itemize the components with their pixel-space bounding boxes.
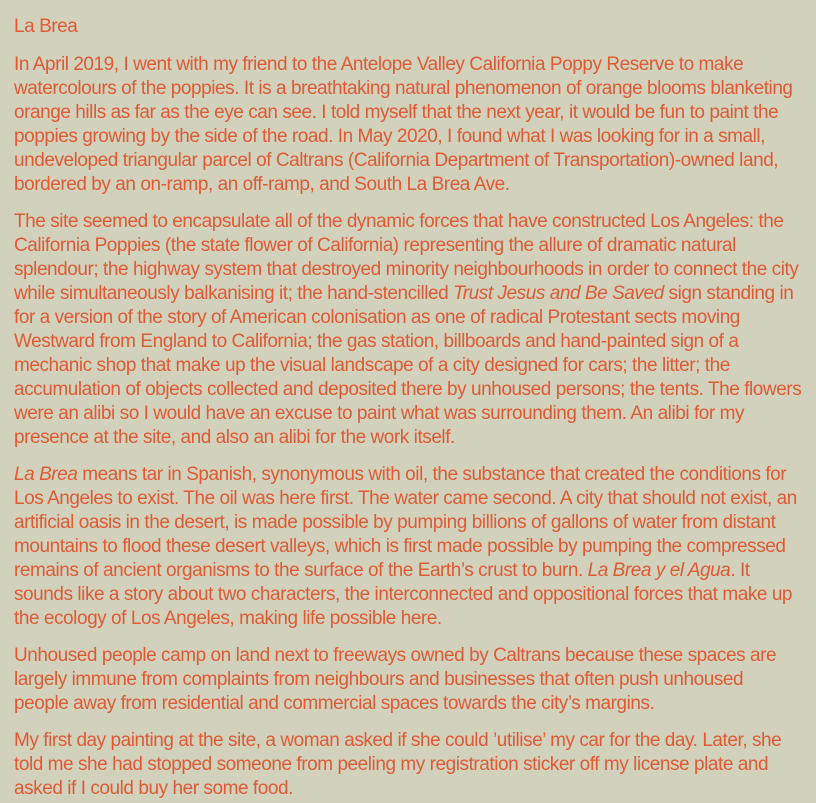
text-run: . It sounds like a story about two characters, the interconnected and oppositional forces that make up the ecology of Los Angeles, making life possible here.: [14, 560, 793, 629]
text-run: Unhoused people camp on land next to freeways owned by Caltrans because these spaces are largely immune from complaints from neighbours and businesses that often push unhoused people away from residential and commercial spaces towards the city’s margins.: [14, 645, 777, 714]
paragraph-unhoused: [14, 644, 802, 716]
text-run-italic: La Brea y el Agua: [587, 560, 731, 581]
paragraph-first-day: [14, 729, 802, 801]
paragraph-la-brea-meaning: [14, 463, 802, 631]
paragraph-intro: [14, 53, 802, 197]
text-run: The site seemed to encapsulate all of the dynamic forces that have constructed Los Angeles: the California Poppies (the state flower of California) representing the allure of dramatic natural splendour; the highway system that destroyed minority neighbourhoods in order to connect the city while simultaneously balkanising it; the hand-stencilled: [14, 211, 799, 304]
text-run: My first day painting at the site, a woman asked if she could ’utilise’ my car for the day. Later, she told me she had stopped someone from peeling my registration sticker off my license plate and asked if I could buy her some food.: [14, 730, 782, 799]
text-run: sign standing in for a version of the story of American colonisation as one of radical Protestant sects moving Westward from England to California; the gas station, billboards and hand-painted sign of a mechanic shop that make up the visual landscape of a city designed for cars; the litter; the accumulation of objects collected and deposited there by unhoused persons; the tents. The flowers were an alibi so I would have an excuse to paint what was surrounding them. An alibi for my presence at the site, and also an alibi for the work itself.: [14, 283, 802, 448]
text-run: In April 2019, I went with my friend to the Antelope Valley California Poppy Reserve to make watercolours of the poppies. It is a breathtaking natural phenomenon of orange blooms blanketing orange hills as far as the eye can see. I told myself that the next year, it would be fun to paint the poppies growing by the side of the road. In May 2020, I found what I was looking for in a small, undeveloped triangular parcel of Caltrans (California Department of Transportation)-owned land, bordered by an on-ramp, an off-ramp, and South La Brea Ave.: [14, 54, 793, 195]
text-run-italic: Trust Jesus and Be Saved: [453, 283, 664, 304]
text-run-italic: La Brea: [14, 464, 78, 485]
text-run: means tar in Spanish, synonymous with oil, the substance that created the conditions for Los Angeles to exist. The oil was here first. The water came second. A city that should not exist, an artificial oasis in the desert, is made possible by pumping billions of gallons of water from distant mountains to flood these desert valleys, which is first made possible by pumping the compressed remains of ancient organisms to the surface of the Earth’s crust to burn.: [14, 464, 797, 581]
page-title: La Brea: [14, 16, 78, 37]
paragraph-site-forces: [14, 210, 802, 450]
